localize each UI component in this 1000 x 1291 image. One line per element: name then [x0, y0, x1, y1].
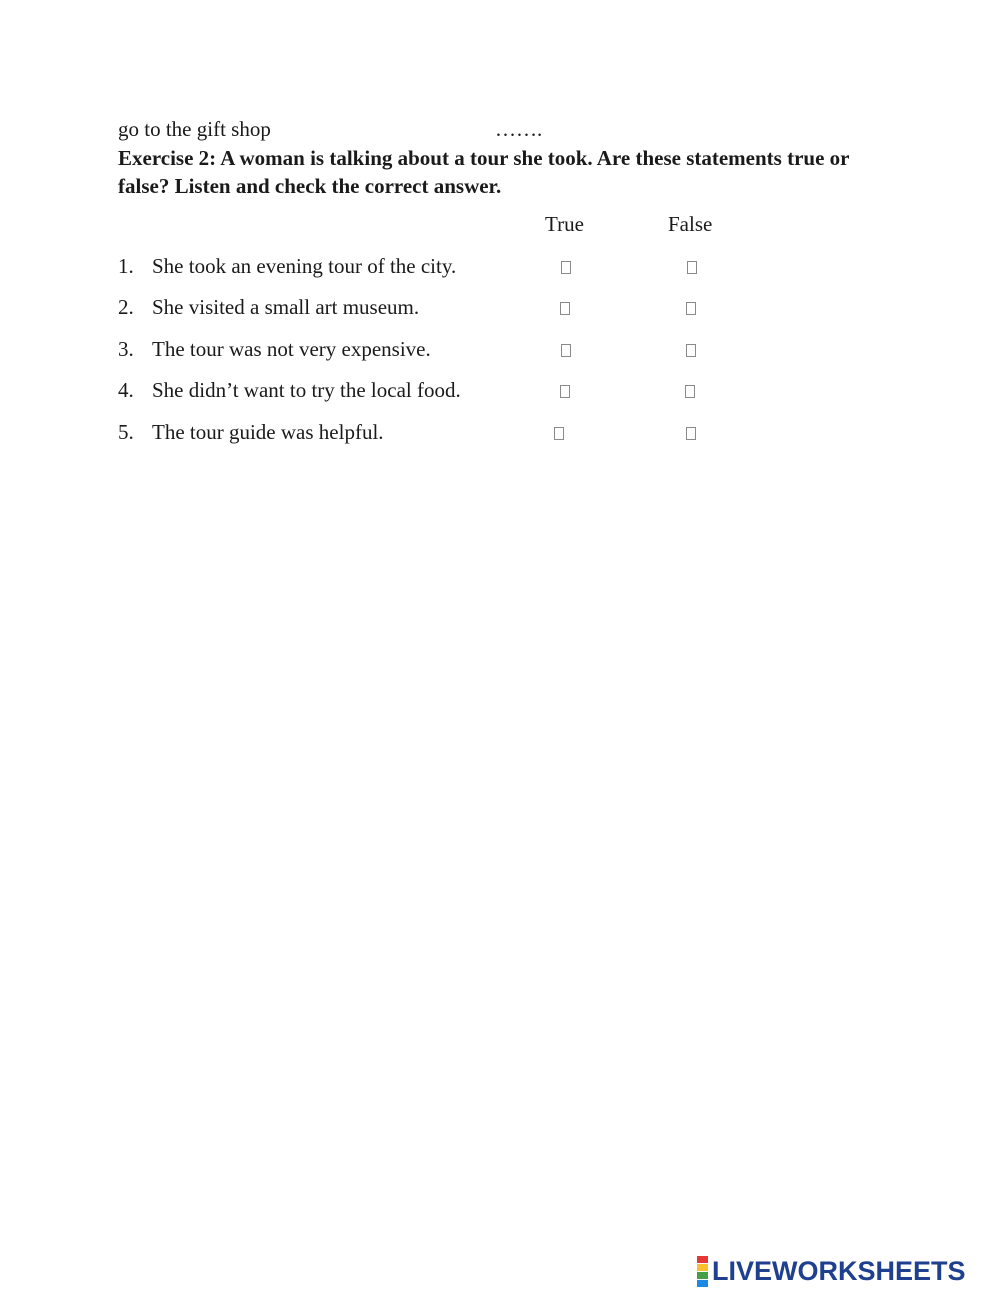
- logo-block: [697, 1264, 708, 1271]
- question-text: The tour was not very expensive.: [152, 337, 431, 361]
- question-number: 4.: [118, 378, 134, 402]
- true-checkbox[interactable]: [554, 427, 564, 440]
- true-checkbox[interactable]: [561, 344, 571, 357]
- question-text: She took an evening tour of the city.: [152, 254, 457, 278]
- liveworksheets-logo: [697, 1254, 966, 1288]
- question-text: She didn’t want to try the local food.: [152, 378, 461, 402]
- question-number: 2.: [118, 295, 134, 319]
- question-text: The tour guide was helpful.: [152, 420, 384, 444]
- false-checkbox[interactable]: [686, 344, 696, 357]
- question-text: She visited a small art museum.: [152, 295, 420, 319]
- false-checkbox[interactable]: [686, 302, 696, 315]
- question-number: 3.: [118, 337, 134, 361]
- exercise-heading: Exercise 2: A woman is talking about a tour she took. Are these statements true or false? Listen and check the correct answer.: [118, 146, 850, 198]
- true-column-header: True: [545, 212, 584, 236]
- true-checkbox[interactable]: [561, 261, 571, 274]
- false-checkbox[interactable]: [687, 261, 697, 274]
- logo-block: [697, 1272, 708, 1279]
- false-column-header: False: [668, 212, 713, 236]
- previous-item-text: go to the gift shop: [118, 117, 271, 141]
- logo-block: [697, 1280, 708, 1287]
- question-number: 5.: [118, 420, 134, 444]
- question-number: 1.: [118, 254, 134, 278]
- true-checkbox[interactable]: [560, 385, 570, 398]
- false-checkbox[interactable]: [685, 385, 695, 398]
- true-checkbox[interactable]: [560, 302, 570, 315]
- answer-blank[interactable]: …….: [495, 117, 543, 141]
- logo-text: LIVEWORKSHEETS: [712, 1255, 966, 1286]
- false-checkbox[interactable]: [686, 427, 696, 440]
- logo-block: [697, 1256, 708, 1263]
- logo-blocks-icon: [697, 1256, 708, 1287]
